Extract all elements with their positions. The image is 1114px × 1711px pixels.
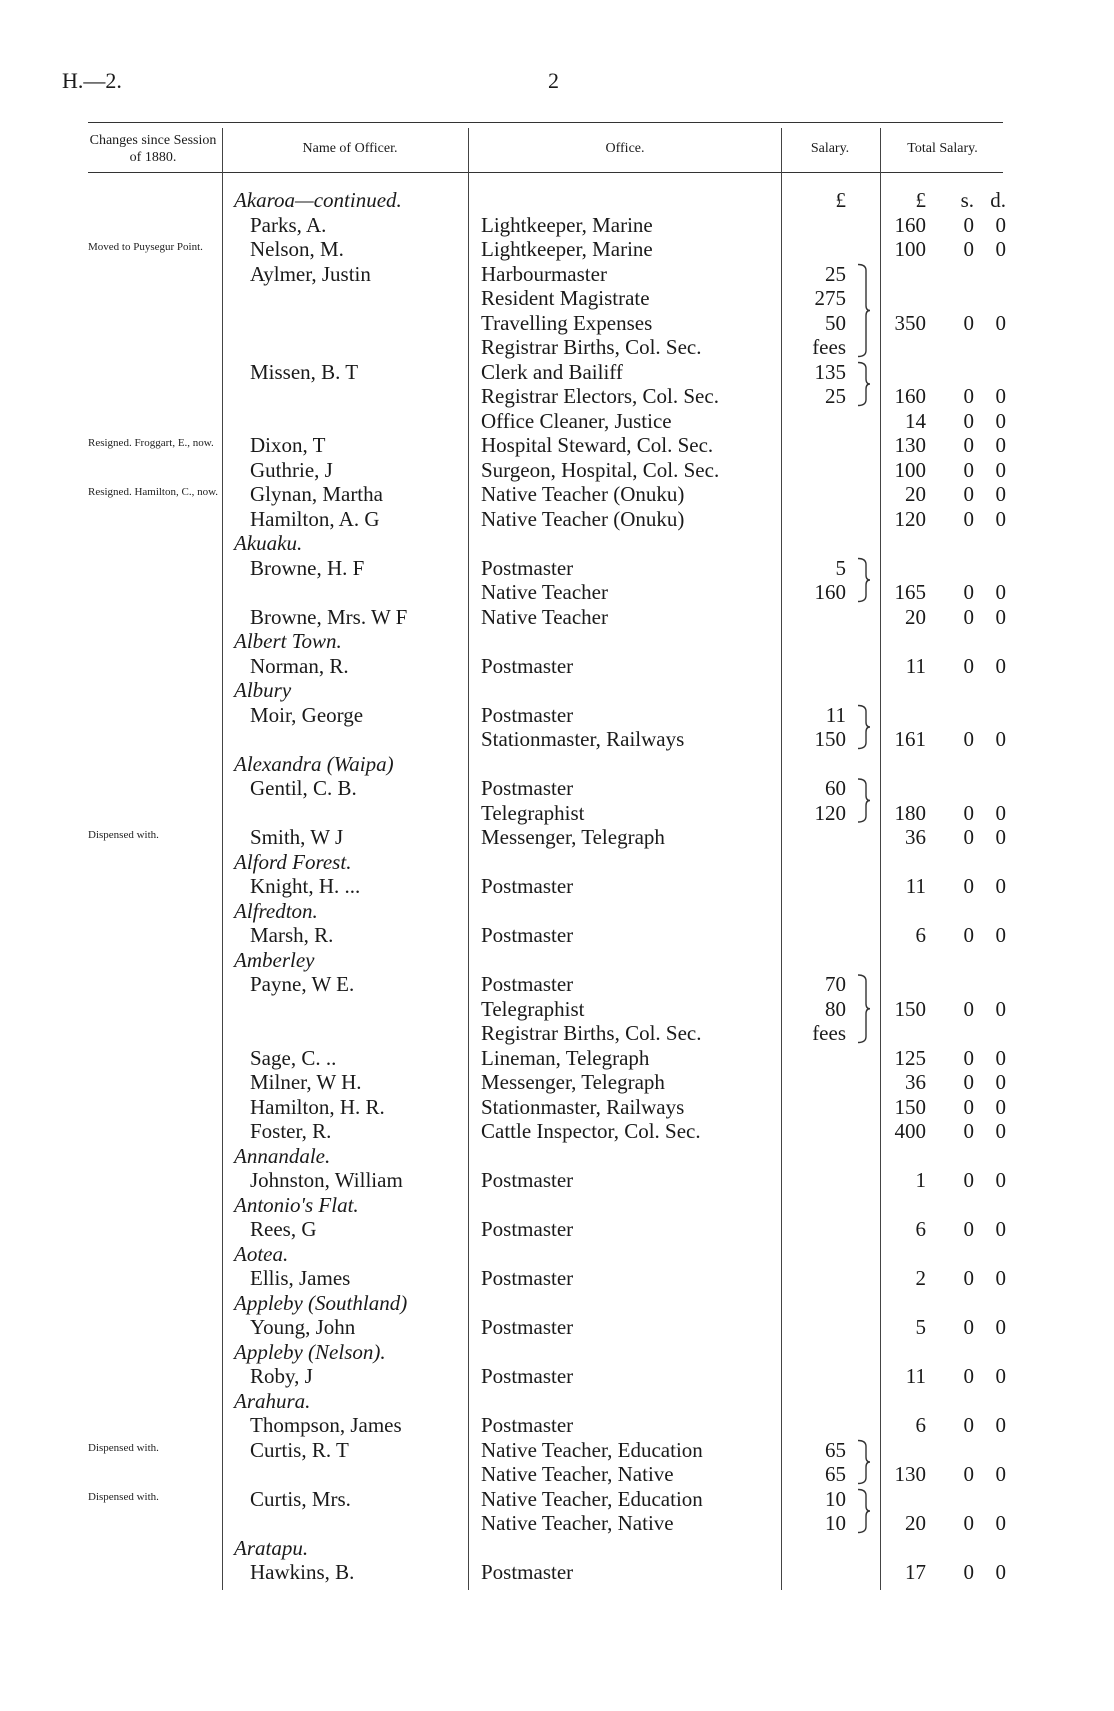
office-title: Surgeon, Hospital, Col. Sec. [481, 457, 720, 482]
total-pounds: 180 [894, 800, 926, 825]
total-shillings: 0 [963, 212, 974, 237]
table-row [0, 972, 1114, 997]
table-row [0, 629, 1114, 654]
officer-name: Gentil, C. B. [250, 776, 357, 800]
table-row [0, 678, 1114, 703]
total-pence: 0 [995, 310, 1006, 335]
table-row [0, 923, 1114, 948]
total-pounds: 5 [915, 1315, 926, 1339]
office-title: Messenger, Telegraph [481, 1070, 665, 1094]
total-pounds: 20 [905, 482, 926, 506]
total-pence: 0 [995, 800, 1006, 825]
table-row [0, 1413, 1114, 1438]
table-row [0, 458, 1114, 483]
total-pence: 0 [995, 874, 1006, 898]
officer-name: Dixon, T [250, 433, 326, 457]
total-shillings: 0 [963, 825, 974, 849]
place-heading: Annandale. [234, 1143, 331, 1168]
table-row [0, 1560, 1114, 1585]
table-row [0, 286, 1114, 311]
total-pounds: 1 [915, 1168, 926, 1192]
total-pounds: 350 [894, 310, 926, 335]
office-title: Registrar Electors, Col. Sec. [481, 384, 719, 408]
office-title: Postmaster [481, 1413, 574, 1437]
salary-amount: fees [812, 1021, 846, 1045]
office-title: Native Teacher (Onuku) [481, 506, 685, 531]
table-row [0, 752, 1114, 777]
total-shillings: 0 [963, 1045, 974, 1070]
total-shillings: 0 [963, 653, 974, 678]
total-pounds: 11 [905, 874, 926, 898]
total-pence: 0 [995, 1168, 1006, 1192]
officer-name: Knight, H. ... [250, 874, 361, 898]
salary-amount: 150 [814, 727, 846, 751]
total-pounds: 161 [894, 727, 926, 751]
place-heading: Alexandra (Waipa) [234, 751, 394, 776]
office-title: Postmaster [481, 1217, 574, 1241]
total-pence: 0 [995, 408, 1006, 433]
officer-name: Rees, G [250, 1217, 317, 1241]
total-shillings: 0 [963, 1462, 974, 1486]
total-shillings: 0 [963, 237, 974, 261]
office-title: Clerk and Bailiff [481, 359, 623, 384]
table-row [0, 1070, 1114, 1095]
place-heading: Alfredton. [234, 898, 318, 923]
total-pence: 0 [995, 1045, 1006, 1070]
table-row [0, 1266, 1114, 1291]
office-title: Postmaster [481, 702, 574, 727]
office-title: Lightkeeper, Marine [481, 237, 653, 261]
office-title: Registrar Births, Col. Sec. [481, 335, 702, 359]
officer-name: Marsh, R. [250, 923, 334, 947]
table-row [0, 948, 1114, 973]
total-shillings: 0 [963, 506, 974, 531]
table-row [0, 1095, 1114, 1120]
total-shillings: 0 [963, 1217, 974, 1241]
total-pounds: 20 [905, 1511, 926, 1535]
table-row [0, 384, 1114, 409]
officer-name: Guthrie, J [250, 457, 333, 482]
table-row [0, 727, 1114, 752]
table-row [0, 1315, 1114, 1340]
officer-name: Moir, George [250, 702, 364, 727]
total-pounds: 36 [905, 825, 926, 849]
salary-amount: 65 [825, 1437, 846, 1462]
place-heading: Alford Forest. [234, 849, 352, 874]
column-header-office: Office. [605, 141, 645, 156]
table-row [0, 188, 1114, 213]
salary-amount: fees [812, 335, 846, 359]
total-shillings: s. [960, 188, 974, 212]
place-heading: Antonio's Flat. [234, 1192, 359, 1217]
total-pounds: 150 [894, 996, 926, 1021]
change-note: Dispensed with. [88, 1441, 159, 1454]
officer-name: Nelson, M. [250, 237, 344, 261]
officer-name: Roby, J [250, 1364, 313, 1388]
place-heading: Albert Town. [234, 629, 342, 653]
table-row [0, 874, 1114, 899]
table-row [0, 1217, 1114, 1242]
salary-amount: 160 [814, 580, 846, 604]
table-row [0, 1119, 1114, 1144]
change-note: Moved to Puysegur Point. [88, 241, 203, 253]
office-title: Postmaster [481, 1560, 574, 1584]
total-pounds: 100 [894, 237, 926, 261]
table-row [0, 850, 1114, 875]
table-row [0, 1168, 1114, 1193]
total-pence: 0 [995, 457, 1006, 482]
table-row [0, 1144, 1114, 1169]
total-shillings: 0 [963, 580, 974, 604]
table-row [0, 580, 1114, 605]
office-title: Postmaster [481, 874, 574, 898]
officer-name: Browne, H. F [250, 555, 365, 580]
office-title: Postmaster [481, 1168, 574, 1192]
office-title: Native Teacher, Native [481, 1511, 674, 1535]
salary-amount: 5 [835, 555, 846, 580]
place-heading: Akaroa—continued. [234, 188, 402, 212]
office-title: Stationmaster, Railways [481, 1094, 685, 1119]
total-pounds: 120 [894, 506, 926, 531]
place-heading: Amberley [234, 947, 315, 972]
table-row [0, 776, 1114, 801]
office-title: Messenger, Telegraph [481, 825, 665, 849]
total-pounds: 130 [894, 433, 926, 457]
office-title: Postmaster [481, 776, 574, 800]
table-row [0, 1193, 1114, 1218]
office-title: Lightkeeper, Marine [481, 212, 653, 237]
total-pence: 0 [995, 1119, 1006, 1143]
table-top-rule [88, 122, 1003, 123]
total-pounds: 2 [915, 1266, 926, 1290]
total-pence: 0 [995, 1266, 1006, 1290]
total-pence: 0 [995, 212, 1006, 237]
officer-name: Sage, C. .. [250, 1045, 337, 1070]
office-title: Travelling Expenses [481, 310, 653, 335]
total-shillings: 0 [963, 408, 974, 433]
place-heading: Albury [234, 678, 292, 702]
total-pounds: 160 [894, 384, 926, 408]
officer-name: Curtis, Mrs. [250, 1486, 351, 1511]
total-pence: 0 [995, 506, 1006, 531]
table-row [0, 1021, 1114, 1046]
table-row [0, 262, 1114, 287]
total-pence: 0 [995, 923, 1006, 947]
total-pounds: 6 [915, 1217, 926, 1241]
salary-amount: 120 [814, 800, 846, 825]
total-pounds: 11 [905, 1364, 926, 1388]
salary-amount: 70 [825, 972, 846, 996]
officer-name: Missen, B. T [250, 359, 359, 384]
salary-amount: 80 [825, 996, 846, 1021]
office-title: Native Teacher (Onuku) [481, 482, 685, 506]
salary-amount: 135 [814, 359, 846, 384]
office-title: Native Teacher [481, 604, 608, 629]
office-title: Office Cleaner, Justice [481, 408, 672, 433]
table-row [0, 997, 1114, 1022]
office-title: Native Teacher, Education [481, 1437, 703, 1462]
table-row [0, 899, 1114, 924]
place-heading: Akuaku. [234, 531, 303, 555]
table-row [0, 507, 1114, 532]
office-title: Postmaster [481, 923, 574, 947]
total-shillings: 0 [963, 1119, 974, 1143]
officer-name: Browne, Mrs. W F [250, 604, 408, 629]
office-title: Lineman, Telegraph [481, 1045, 650, 1070]
place-heading: Appleby (Nelson). [234, 1339, 386, 1364]
office-title: Registrar Births, Col. Sec. [481, 1021, 702, 1045]
total-pence: 0 [995, 996, 1006, 1021]
table-row [0, 605, 1114, 630]
office-title: Telegraphist [481, 996, 585, 1021]
officer-name: Ellis, James [250, 1266, 351, 1290]
table-row [0, 1389, 1114, 1414]
table-row [0, 703, 1114, 728]
table-row [0, 360, 1114, 385]
officer-name: Young, John [250, 1315, 356, 1339]
total-pounds: £ [915, 188, 926, 212]
total-pence: 0 [995, 237, 1006, 261]
officer-name: Foster, R. [250, 1119, 332, 1143]
total-shillings: 0 [963, 1413, 974, 1437]
total-pounds: 160 [894, 212, 926, 237]
place-heading: Aotea. [234, 1241, 289, 1266]
total-pence: 0 [995, 1462, 1006, 1486]
total-pence: 0 [995, 1217, 1006, 1241]
total-pence: 0 [995, 384, 1006, 408]
total-shillings: 0 [963, 1266, 974, 1290]
table-row [0, 1340, 1114, 1365]
table-row [0, 409, 1114, 434]
place-heading: Arahura. [234, 1388, 311, 1413]
total-pence: 0 [995, 433, 1006, 457]
officer-name: Milner, W H. [250, 1070, 362, 1094]
office-title: Cattle Inspector, Col. Sec. [481, 1119, 701, 1143]
office-title: Postmaster [481, 972, 574, 996]
total-pence: 0 [995, 1560, 1006, 1584]
office-title: Resident Magistrate [481, 286, 650, 310]
total-pence: 0 [995, 1364, 1006, 1388]
salary-amount: 10 [825, 1511, 846, 1535]
total-pounds: 6 [915, 1413, 926, 1437]
total-pence: 0 [995, 1511, 1006, 1535]
office-title: Native Teacher, Education [481, 1486, 703, 1511]
table-row [0, 531, 1114, 556]
total-shillings: 0 [963, 1560, 974, 1584]
total-shillings: 0 [963, 310, 974, 335]
total-shillings: 0 [963, 433, 974, 457]
total-pounds: 150 [894, 1094, 926, 1119]
office-title: Native Teacher [481, 580, 608, 604]
total-pence: 0 [995, 482, 1006, 506]
total-shillings: 0 [963, 1511, 974, 1535]
total-pounds: 6 [915, 923, 926, 947]
office-title: Postmaster [481, 653, 574, 678]
table-row [0, 1364, 1114, 1389]
salary-amount: 25 [825, 384, 846, 408]
salary-amount: 60 [825, 776, 846, 800]
column-header-total-salary: Total Salary. [907, 141, 978, 156]
total-pounds: 36 [905, 1070, 926, 1094]
officer-name: Norman, R. [250, 653, 349, 678]
total-pence: 0 [995, 727, 1006, 751]
column-header-salary: Salary. [810, 141, 850, 156]
total-shillings: 0 [963, 727, 974, 751]
total-shillings: 0 [963, 384, 974, 408]
change-note: Dispensed with. [88, 1490, 159, 1503]
total-pounds: 125 [894, 1045, 926, 1070]
officer-name: Hawkins, B. [250, 1560, 355, 1584]
office-title: Native Teacher, Native [481, 1462, 674, 1486]
table-row [0, 1291, 1114, 1316]
total-pence: 0 [995, 1413, 1006, 1437]
office-title: Postmaster [481, 1364, 574, 1388]
total-shillings: 0 [963, 604, 974, 629]
total-shillings: 0 [963, 874, 974, 898]
table-row [0, 335, 1114, 360]
table-row [0, 556, 1114, 581]
column-header-name: Name of Officer. [302, 141, 398, 156]
officer-name: Glynan, Martha [250, 482, 383, 506]
total-pence: 0 [995, 1070, 1006, 1094]
document-reference: H.—2. [62, 68, 122, 93]
change-note: Resigned. Hamilton, C., now. [88, 486, 219, 498]
total-pounds: 400 [894, 1119, 926, 1143]
page-number: 2 [548, 68, 559, 93]
office-title: Hospital Steward, Col. Sec. [481, 433, 714, 457]
table-row [0, 1536, 1114, 1561]
total-shillings: 0 [963, 482, 974, 506]
officer-name: Payne, W E. [250, 972, 355, 996]
table-row [0, 1511, 1114, 1536]
office-title: Postmaster [481, 1266, 574, 1290]
total-shillings: 0 [963, 1094, 974, 1119]
total-pounds: 20 [905, 604, 926, 629]
officer-name: Johnston, William [250, 1168, 403, 1192]
table-row [0, 311, 1114, 336]
salary-amount: 11 [825, 702, 846, 727]
table-row [0, 1462, 1114, 1487]
column-header-changes: Changes since Session of 1880. [89, 133, 217, 165]
total-pence: 0 [995, 580, 1006, 604]
officer-name: Curtis, R. T [250, 1437, 349, 1462]
total-pounds: 165 [894, 580, 926, 604]
total-pence: d. [990, 188, 1006, 212]
office-title: Telegraphist [481, 800, 585, 825]
salary-amount: 25 [825, 261, 846, 286]
total-pence: 0 [995, 1094, 1006, 1119]
total-shillings: 0 [963, 996, 974, 1021]
office-title: Postmaster [481, 555, 574, 580]
officer-name: Thompson, James [250, 1413, 402, 1437]
table-header-rule [88, 172, 1003, 173]
office-title: Stationmaster, Railways [481, 727, 685, 751]
total-pounds: 100 [894, 457, 926, 482]
total-shillings: 0 [963, 1364, 974, 1388]
table-row [0, 1242, 1114, 1267]
total-pence: 0 [995, 653, 1006, 678]
total-pounds: 17 [905, 1560, 926, 1584]
table-row [0, 654, 1114, 679]
total-shillings: 0 [963, 457, 974, 482]
change-note: Dispensed with. [88, 829, 159, 841]
salary-amount: £ [835, 188, 846, 212]
table-row [0, 213, 1114, 238]
total-pounds: 130 [894, 1462, 926, 1486]
office-title: Harbourmaster [481, 261, 607, 286]
salary-amount: 10 [825, 1486, 846, 1511]
total-shillings: 0 [963, 1168, 974, 1192]
salary-amount: 50 [825, 310, 846, 335]
table-row [0, 1046, 1114, 1071]
total-shillings: 0 [963, 800, 974, 825]
total-shillings: 0 [963, 1315, 974, 1339]
total-pounds: 14 [905, 408, 926, 433]
place-heading: Appleby (Southland) [234, 1290, 408, 1315]
table-row [0, 801, 1114, 826]
officer-name: Smith, W J [250, 825, 344, 849]
officer-name: Parks, A. [250, 212, 327, 237]
officer-name: Aylmer, Justin [250, 261, 371, 286]
total-shillings: 0 [963, 1070, 974, 1094]
salary-amount: 65 [825, 1462, 846, 1486]
total-shillings: 0 [963, 923, 974, 947]
officer-name: Hamilton, A. G [250, 506, 380, 531]
office-title: Postmaster [481, 1315, 574, 1339]
total-pounds: 11 [905, 653, 926, 678]
place-heading: Aratapu. [234, 1535, 309, 1560]
total-pence: 0 [995, 825, 1006, 849]
salary-amount: 275 [814, 286, 846, 310]
total-pence: 0 [995, 604, 1006, 629]
change-note: Resigned. Froggart, E., now. [88, 437, 214, 449]
officer-name: Hamilton, H. R. [250, 1094, 385, 1119]
total-pence: 0 [995, 1315, 1006, 1339]
